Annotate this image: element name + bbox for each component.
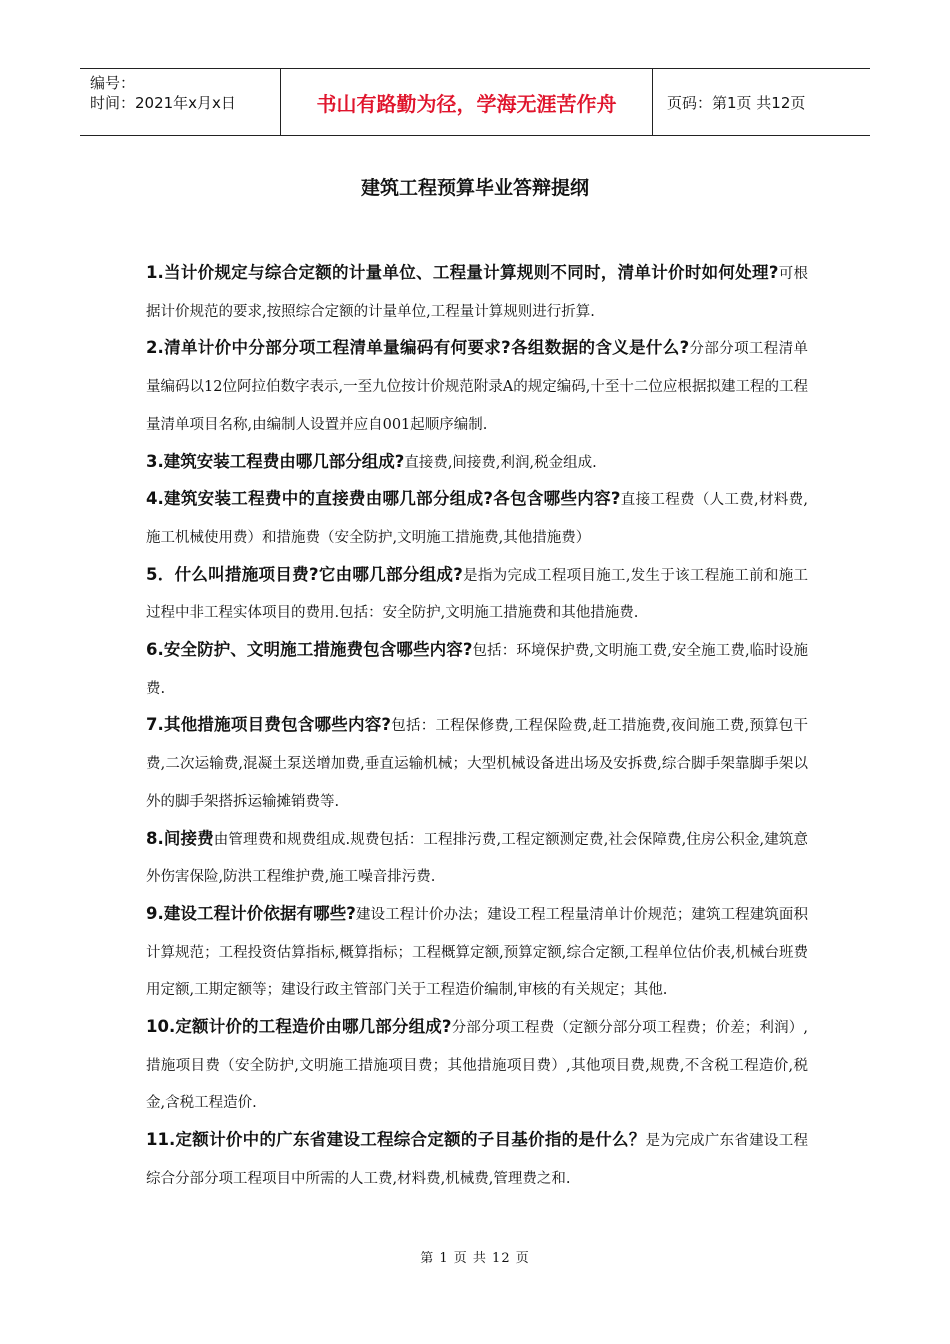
qa-item-7 — [146, 707, 808, 820]
page-footer: 第 1 页 共 12 页 — [420, 1251, 530, 1266]
qa-item-6 — [146, 632, 808, 707]
qa-item-1 — [146, 255, 808, 330]
question: 3.建筑安装工程费由哪几部分组成? — [146, 451, 405, 471]
question: 7.其他措施项目费包含哪些内容? — [146, 715, 392, 735]
answer: 可根据计价规范的要求,按照综合定额的计量单位,工程量计算规则进行折算. — [146, 266, 809, 320]
answer: 是为完成广东省建设工程综合分部分项工程项目中所需的人工费,材料费,机械费,管理费之和. — [146, 1133, 808, 1187]
answer: 建设工程计价办法；建设工程工程量清单计价规范；建筑工程建筑面积计算规范；工程投资估算指标,概算指标；工程概算定额,预算定额,综合定额,工程单位估价表,机械台班费用定额,工期定额等；建设行政主管部门关于工程造价编制,审核的有关规定；其他. — [146, 906, 809, 999]
answer: 由管理费和规费组成.规费包括：工程排污费,工程定额测定费,社会保障费,住房公积金,建筑意外伤害保险,防洪工程维护费,施工噪音排污费. — [146, 831, 808, 886]
qa-item-9 — [146, 896, 808, 1009]
header-meta — [80, 69, 281, 135]
qa-item-10 — [146, 1009, 808, 1122]
header-motto: 书山有路勤为径，学海无涯苦作舟 — [281, 69, 653, 135]
answer: 分部分项工程费（定额分部分项工程费；价差；利润）,措施项目费（安全防护,文明施工措施项目费；其他措施项目费）,其他项目费,规费,不含税工程造价,税金,含税工程造价. — [146, 1020, 808, 1112]
document-body — [146, 255, 808, 1198]
qa-item-3 — [146, 444, 808, 482]
question: 5．什么叫措施项目费?它由哪几部分组成? — [146, 564, 463, 584]
document-title: 建筑工程预算毕业答辩提纲 — [360, 177, 589, 199]
qa-item-5 — [146, 557, 808, 632]
answer: 分部分项工程清单量编码以12位阿拉伯数字表示,一至九位按计价规范附录A的规定编码,十至十二位应根据拟建工程的工程量清单项目名称,由编制人设置并应自001起顺序编制. — [146, 341, 808, 433]
answer: 包括：环境保护费,文明施工费,安全施工费,临时设施费. — [146, 643, 808, 697]
answer: 直接费,间接费,利润,税金组成. — [404, 454, 597, 471]
code-label: 编号： — [90, 74, 136, 92]
qa-item-4 — [146, 481, 808, 556]
answer: 包括：工程保修费,工程保险费,赶工措施费,夜间施工费,预算包干费,二次运输费,混凝土泵送增加费,垂直运输机械；大型机械设备进出场及安拆费,综合脚手架靠脚手架以外的脚手架搭拆运输摊销费等. — [146, 718, 809, 810]
question: 8.间接费 — [146, 828, 214, 848]
question: 9.建设工程计价依据有哪些? — [146, 903, 356, 923]
question: 1.当计价规定与综合定额的计量单位、工程量计算规则不同时，清单计价时如何处理? — [146, 263, 779, 282]
answer: 是指为完成工程项目施工,发生于该工程施工前和施工过程中非工程实体项目的费用.包括：安全防护,文明施工措施费和其他措施费. — [146, 567, 808, 622]
question: 2.清单计价中分部分项工程清单量编码有何要求?各组数据的含义是什么? — [146, 338, 690, 358]
qa-item-2 — [146, 330, 808, 443]
qa-item-8 — [146, 821, 808, 896]
question: 6.安全防护、文明施工措施费包含哪些内容? — [146, 640, 473, 660]
question: 4.建筑安装工程费中的直接费由哪几部分组成?各包含哪些内容? — [146, 489, 621, 509]
date-label: 时间：2021年x月x日 — [90, 94, 236, 112]
question: 11.定额计价中的广东省建设工程综合定额的子目基价指的是什么？ — [146, 1130, 646, 1150]
header-table — [80, 68, 870, 136]
qa-item-11 — [146, 1122, 808, 1197]
answer: 直接工程费（人工费,材料费,施工机械使用费）和措施费（安全防护,文明施工措施费,其他措施费） — [146, 492, 808, 546]
question: 10.定额计价的工程造价由哪几部分组成? — [146, 1017, 452, 1037]
header-page-label: 页码：第1页 共12页 — [667, 93, 806, 112]
